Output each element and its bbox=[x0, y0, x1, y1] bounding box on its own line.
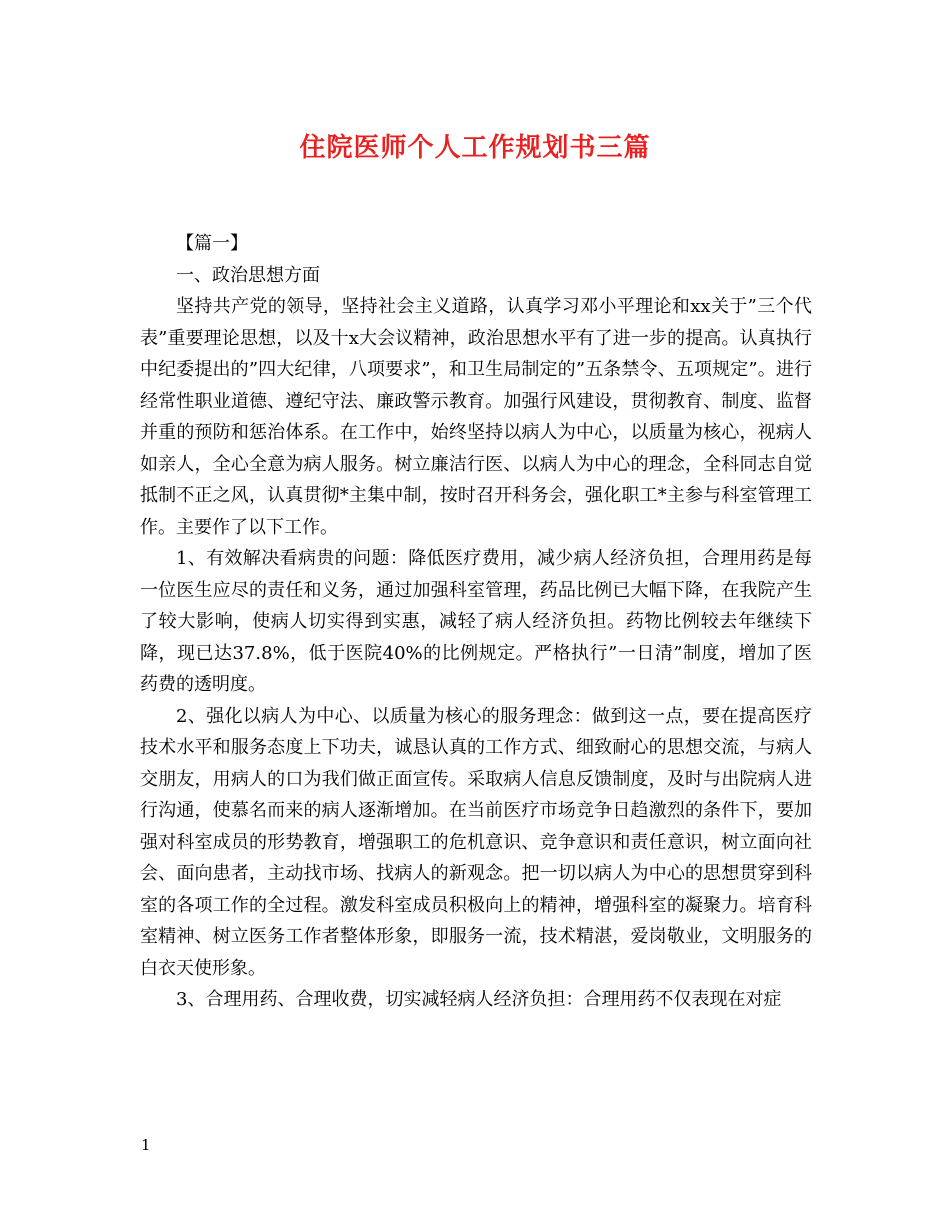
document-body bbox=[140, 228, 812, 1016]
section-marker: 【篇一】 bbox=[176, 233, 248, 254]
paragraph-political-thought: 坚持共产党的领导，坚持社会主义道路，认真学习邓小平理论和xx关于”三个代表”重要理论思想，以及十x大会议精神，政治思想水平有了进一步的提高。认真执行中纪委提出的”四大纪律，八项要求”，和卫生局制定的”五条禁令、五项规定”。进行经常性职业道德、遵纪守法、廉政警示教育。加强行风建设，贯彻教育、制度、监督并重的预防和惩治体系。在工作中，始终坚持以病人为中心，以质量为核心，视病人如亲人，全心全意为病人服务。树立廉洁行医、以病人为中心的理念，全科同志自觉抵制不正之风，认真贯彻*主集中制，按时召开科务会，强化职工*主参与科室管理工作。主要作了以下工作。 bbox=[140, 296, 812, 538]
paragraph-item-2: 2、强化以病人为中心、以质量为核心的服务理念：做到这一点，要在提高医疗技术水平和服务态度上下功夫，诚恳认真的工作方式、细致耐心的思想交流，与病人交朋友，用病人的口为我们做正面宣传。采取病人信息反馈制度，及时与出院病人进行沟通，使慕名而来的病人逐渐增加。在当前医疗市场竞争日趋激烈的条件下，要加强对科室成员的形势教育，增强职工的危机意识、竞争意识和责任意识，树立面向社会、面向患者，主动找市场、找病人的新观念。把一切以病人为中心的思想贯穿到科室的各项工作的全过程。激发科室成员积极向上的精神，增强科室的凝聚力。培育科室精神、树立医务工作者整体形象，即服务一流，技术精湛，爱岗敬业，文明服务的白衣天使形象。 bbox=[140, 705, 812, 979]
paragraph-item-1: 1、有效解决看病贵的问题：降低医疗费用，减少病人经济负担，合理用药是每一位医生应尽的责任和义务，通过加强科室管理，药品比例已大幅下降，在我院产生了较大影响，使病人切实得到实惠，减轻了病人经济负担。药物比例较去年继续下降，现已达37.8%，低于医院40%的比例规定。严格执行”一日清”制度，增加了医药费的透明度。 bbox=[140, 548, 812, 695]
section-heading: 一、政治思想方面 bbox=[176, 264, 320, 286]
document-title: 住院医师个人工作规划书三篇 bbox=[299, 133, 651, 163]
page-number: 1 bbox=[141, 1136, 151, 1154]
paragraph-item-3: 3、合理用药、合理收费，切实减轻病人经济负担：合理用药不仅表现在对症 bbox=[176, 989, 782, 1010]
